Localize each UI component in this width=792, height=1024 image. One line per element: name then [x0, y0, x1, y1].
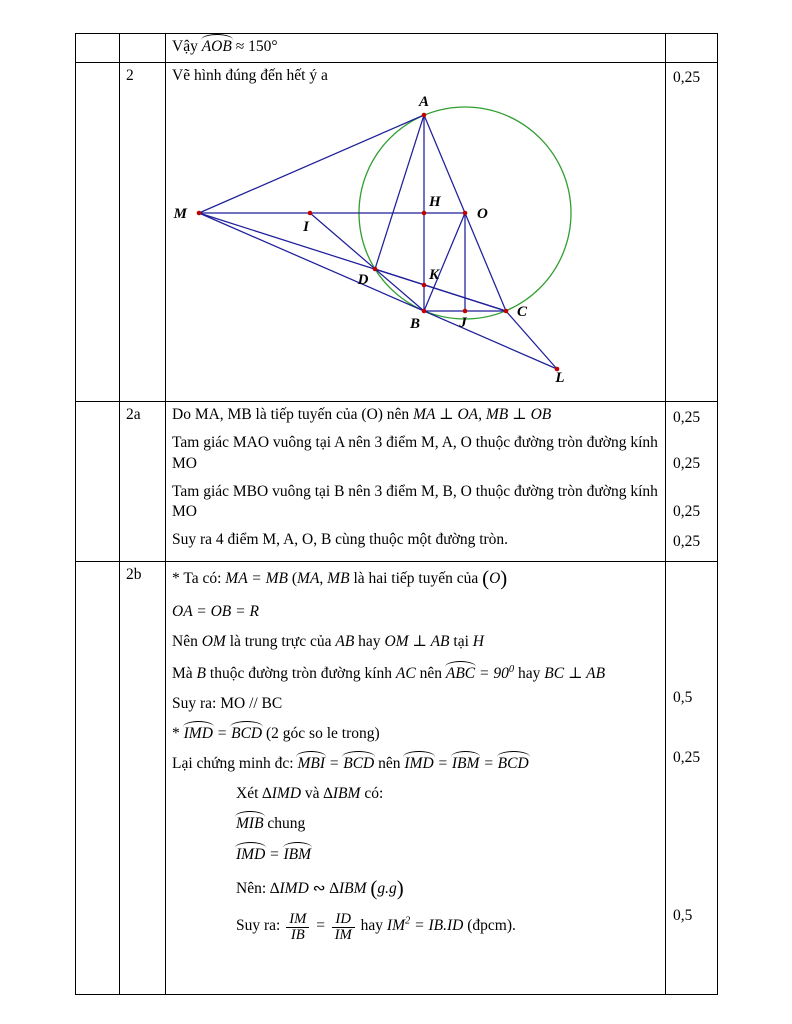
cell-content — [166, 402, 666, 562]
text-run: H — [472, 633, 484, 651]
text-run: AB — [335, 633, 355, 651]
table-row-figure — [76, 63, 718, 402]
segment-DC — [375, 269, 506, 311]
angle-name: MBI — [297, 754, 325, 774]
text-run: * Ta có: — [172, 570, 226, 588]
content-line — [172, 565, 659, 592]
text-run: O — [489, 570, 501, 588]
content-line — [172, 694, 659, 714]
text-run: Tam giác MAO vuông tại A nên 3 điểm M, A, O thuộc đường tròn đường kính MO — [172, 434, 658, 472]
text-run: Lại chứng minh đc: — [172, 755, 298, 773]
fraction — [286, 912, 309, 944]
text-run: Nên: — [236, 879, 271, 897]
geometry-figure — [172, 90, 652, 392]
text-run: Nên — [172, 633, 202, 651]
content-line — [236, 912, 659, 944]
cell-points — [666, 562, 718, 995]
content-line — [172, 724, 659, 744]
text-run: = 90 — [475, 664, 509, 682]
content-line — [172, 602, 659, 622]
fraction-numerator: IM — [286, 912, 309, 928]
text-run: Suy ra: — [236, 916, 285, 934]
content-line — [172, 433, 659, 473]
angle-name: MIB — [236, 814, 264, 834]
text-run: Vẽ hình đúng đến hết ý a — [172, 67, 328, 84]
text-run: tại — [449, 633, 473, 651]
points-value: 0,25 — [673, 533, 701, 551]
point-label-M: M — [173, 206, 187, 223]
point-I — [308, 211, 313, 216]
text-run: Suy ra: MO // BC — [172, 694, 283, 712]
text-run: = — [433, 755, 452, 773]
text-run: * — [172, 725, 184, 743]
angle-name: IMD — [404, 754, 433, 774]
cell-points — [666, 402, 718, 562]
text-run: là trung trực của — [225, 633, 336, 651]
content-line — [172, 663, 659, 684]
text-run: ( — [370, 875, 378, 900]
point-A — [422, 113, 427, 118]
angle-name: BCD — [343, 754, 374, 774]
points-value: 0,5 — [673, 689, 693, 707]
text-run: ∆IBM — [323, 785, 361, 803]
cell-question-number: 2 — [120, 63, 166, 402]
text-run: (2 góc so le trong) — [262, 725, 380, 743]
angle-name: IMD — [184, 724, 213, 744]
angle-name: IBM — [452, 754, 480, 774]
text-run: Suy ra 4 điểm M, A, O, B cùng thuộc một đường tròn. — [172, 530, 509, 548]
text-run: ∆IMD — [262, 785, 302, 803]
text-run: ∾ — [308, 879, 330, 897]
content-line — [172, 405, 659, 425]
point-label-B: B — [409, 316, 421, 333]
text-run: OM ⊥ AB — [384, 633, 450, 651]
content-line — [236, 784, 659, 804]
point-K — [422, 283, 427, 288]
text-run: 2 — [405, 915, 411, 927]
segment-AD — [375, 115, 424, 269]
cell-question-number — [120, 34, 166, 63]
point-M — [197, 211, 202, 216]
text-run: hay — [354, 633, 385, 651]
point-label-K: K — [429, 267, 440, 284]
text-run: nên — [374, 755, 405, 773]
point-B — [422, 309, 427, 314]
text-run: B — [196, 664, 207, 682]
text-run: ∆IMD — [270, 879, 309, 897]
text-run: ) — [396, 875, 404, 900]
fraction-denominator: IB — [290, 927, 305, 944]
text-run: OA = OB = R — [172, 603, 259, 621]
point-D — [373, 267, 378, 272]
text-run: hay — [514, 664, 545, 682]
angle-name: IBM — [284, 845, 312, 865]
cell-margin — [76, 63, 120, 402]
cell-question-number: 2b — [120, 562, 166, 995]
text-run: Vậy — [172, 38, 202, 55]
content-line — [172, 66, 659, 86]
point-label-C: C — [517, 304, 528, 321]
points-value: 0,25 — [673, 749, 701, 767]
table-row-2b — [76, 562, 718, 995]
text-run: thuộc đường tròn đường kính — [206, 664, 396, 682]
text-run: Tam giác MBO vuông tại B nên 3 điểm M, B, O thuộc đường tròn đường kính MO — [172, 482, 658, 520]
text-run: = — [479, 755, 498, 773]
table-row-2a — [76, 402, 718, 562]
points-value: 0,25 — [673, 455, 701, 473]
table-row-conclusion — [76, 34, 718, 63]
figure-container — [172, 90, 659, 398]
text-run: là hai tiếp tuyến của — [349, 570, 483, 588]
point-label-A: A — [418, 94, 430, 111]
text-run: Mà — [172, 664, 197, 682]
cell-content — [166, 562, 666, 995]
text-run: MA, MB — [297, 570, 350, 588]
point-label-I: I — [303, 219, 309, 236]
point-C — [504, 309, 509, 314]
cell-margin — [76, 562, 120, 995]
angle-name: BCD — [231, 724, 262, 744]
content-line — [236, 875, 659, 902]
content-line — [172, 37, 659, 57]
text-run: MA ⊥ OA, MB ⊥ OB — [413, 406, 552, 424]
cell-question-number: 2a — [120, 402, 166, 562]
text-run: BC ⊥ AB — [544, 664, 606, 682]
fraction — [332, 912, 355, 944]
text-run: nên — [415, 664, 446, 682]
cell-margin — [76, 34, 120, 63]
text-run: = — [212, 725, 232, 743]
points-value: 0,25 — [673, 69, 701, 86]
segment-IB — [310, 213, 424, 311]
text-run: = — [265, 845, 284, 863]
content-line — [236, 814, 659, 834]
segment-CL — [506, 311, 557, 369]
segment-MA — [199, 115, 424, 213]
cell-margin — [76, 402, 120, 562]
text-run: 0 — [508, 663, 515, 675]
text-run: = IB.ID — [410, 916, 464, 934]
cell-points — [666, 63, 718, 402]
point-H — [422, 211, 427, 216]
text-run: hay — [356, 916, 387, 934]
cell-points — [666, 34, 718, 63]
text-run: chung — [263, 815, 306, 833]
text-run: IM — [386, 916, 405, 934]
text-run: AC — [395, 664, 416, 682]
fraction-numerator: ID — [332, 912, 355, 928]
text-run: ( — [288, 570, 298, 588]
point-label-O: O — [477, 206, 488, 223]
content-line — [172, 530, 659, 550]
angle-name: BCD — [498, 754, 529, 774]
angle-name: AOB — [202, 37, 232, 57]
text-run: ) — [500, 566, 508, 591]
segment-ML — [199, 213, 557, 369]
text-run: Do MA, MB là tiếp tuyến của (O) nên — [172, 406, 414, 424]
text-run: Xét — [236, 785, 263, 803]
answer-table — [75, 33, 718, 995]
point-label-L: L — [555, 370, 565, 387]
content-line — [172, 754, 659, 774]
text-run: = — [311, 916, 330, 934]
point-label-H: H — [429, 194, 441, 211]
text-run: có: — [360, 785, 384, 803]
content-line — [172, 482, 659, 522]
content-line — [172, 632, 659, 652]
text-run: = — [325, 755, 344, 773]
text-run: ( — [482, 566, 490, 591]
points-value: 0,5 — [673, 907, 693, 925]
point-O — [463, 211, 468, 216]
text-run: và — [301, 785, 324, 803]
text-run: MA = MB — [225, 570, 288, 588]
text-run: OM — [201, 633, 226, 651]
figure-caption — [172, 66, 659, 86]
point-label-J: J — [459, 315, 467, 332]
cell-content — [166, 63, 666, 402]
points-value: 0,25 — [673, 503, 701, 521]
angle-name: IMD — [236, 845, 265, 865]
text-run: g.g — [377, 879, 397, 897]
point-J — [463, 309, 468, 314]
cell-content — [166, 34, 666, 63]
text-run: (đpcm). — [463, 916, 516, 934]
points-value: 0,25 — [673, 409, 701, 427]
fraction-denominator: IM — [334, 927, 352, 944]
angle-name: ABC — [446, 664, 475, 684]
text-run: ≈ 150° — [231, 38, 278, 55]
content-line — [236, 845, 659, 865]
text-run: ∆IBM — [329, 879, 367, 897]
point-label-D: D — [357, 272, 369, 289]
